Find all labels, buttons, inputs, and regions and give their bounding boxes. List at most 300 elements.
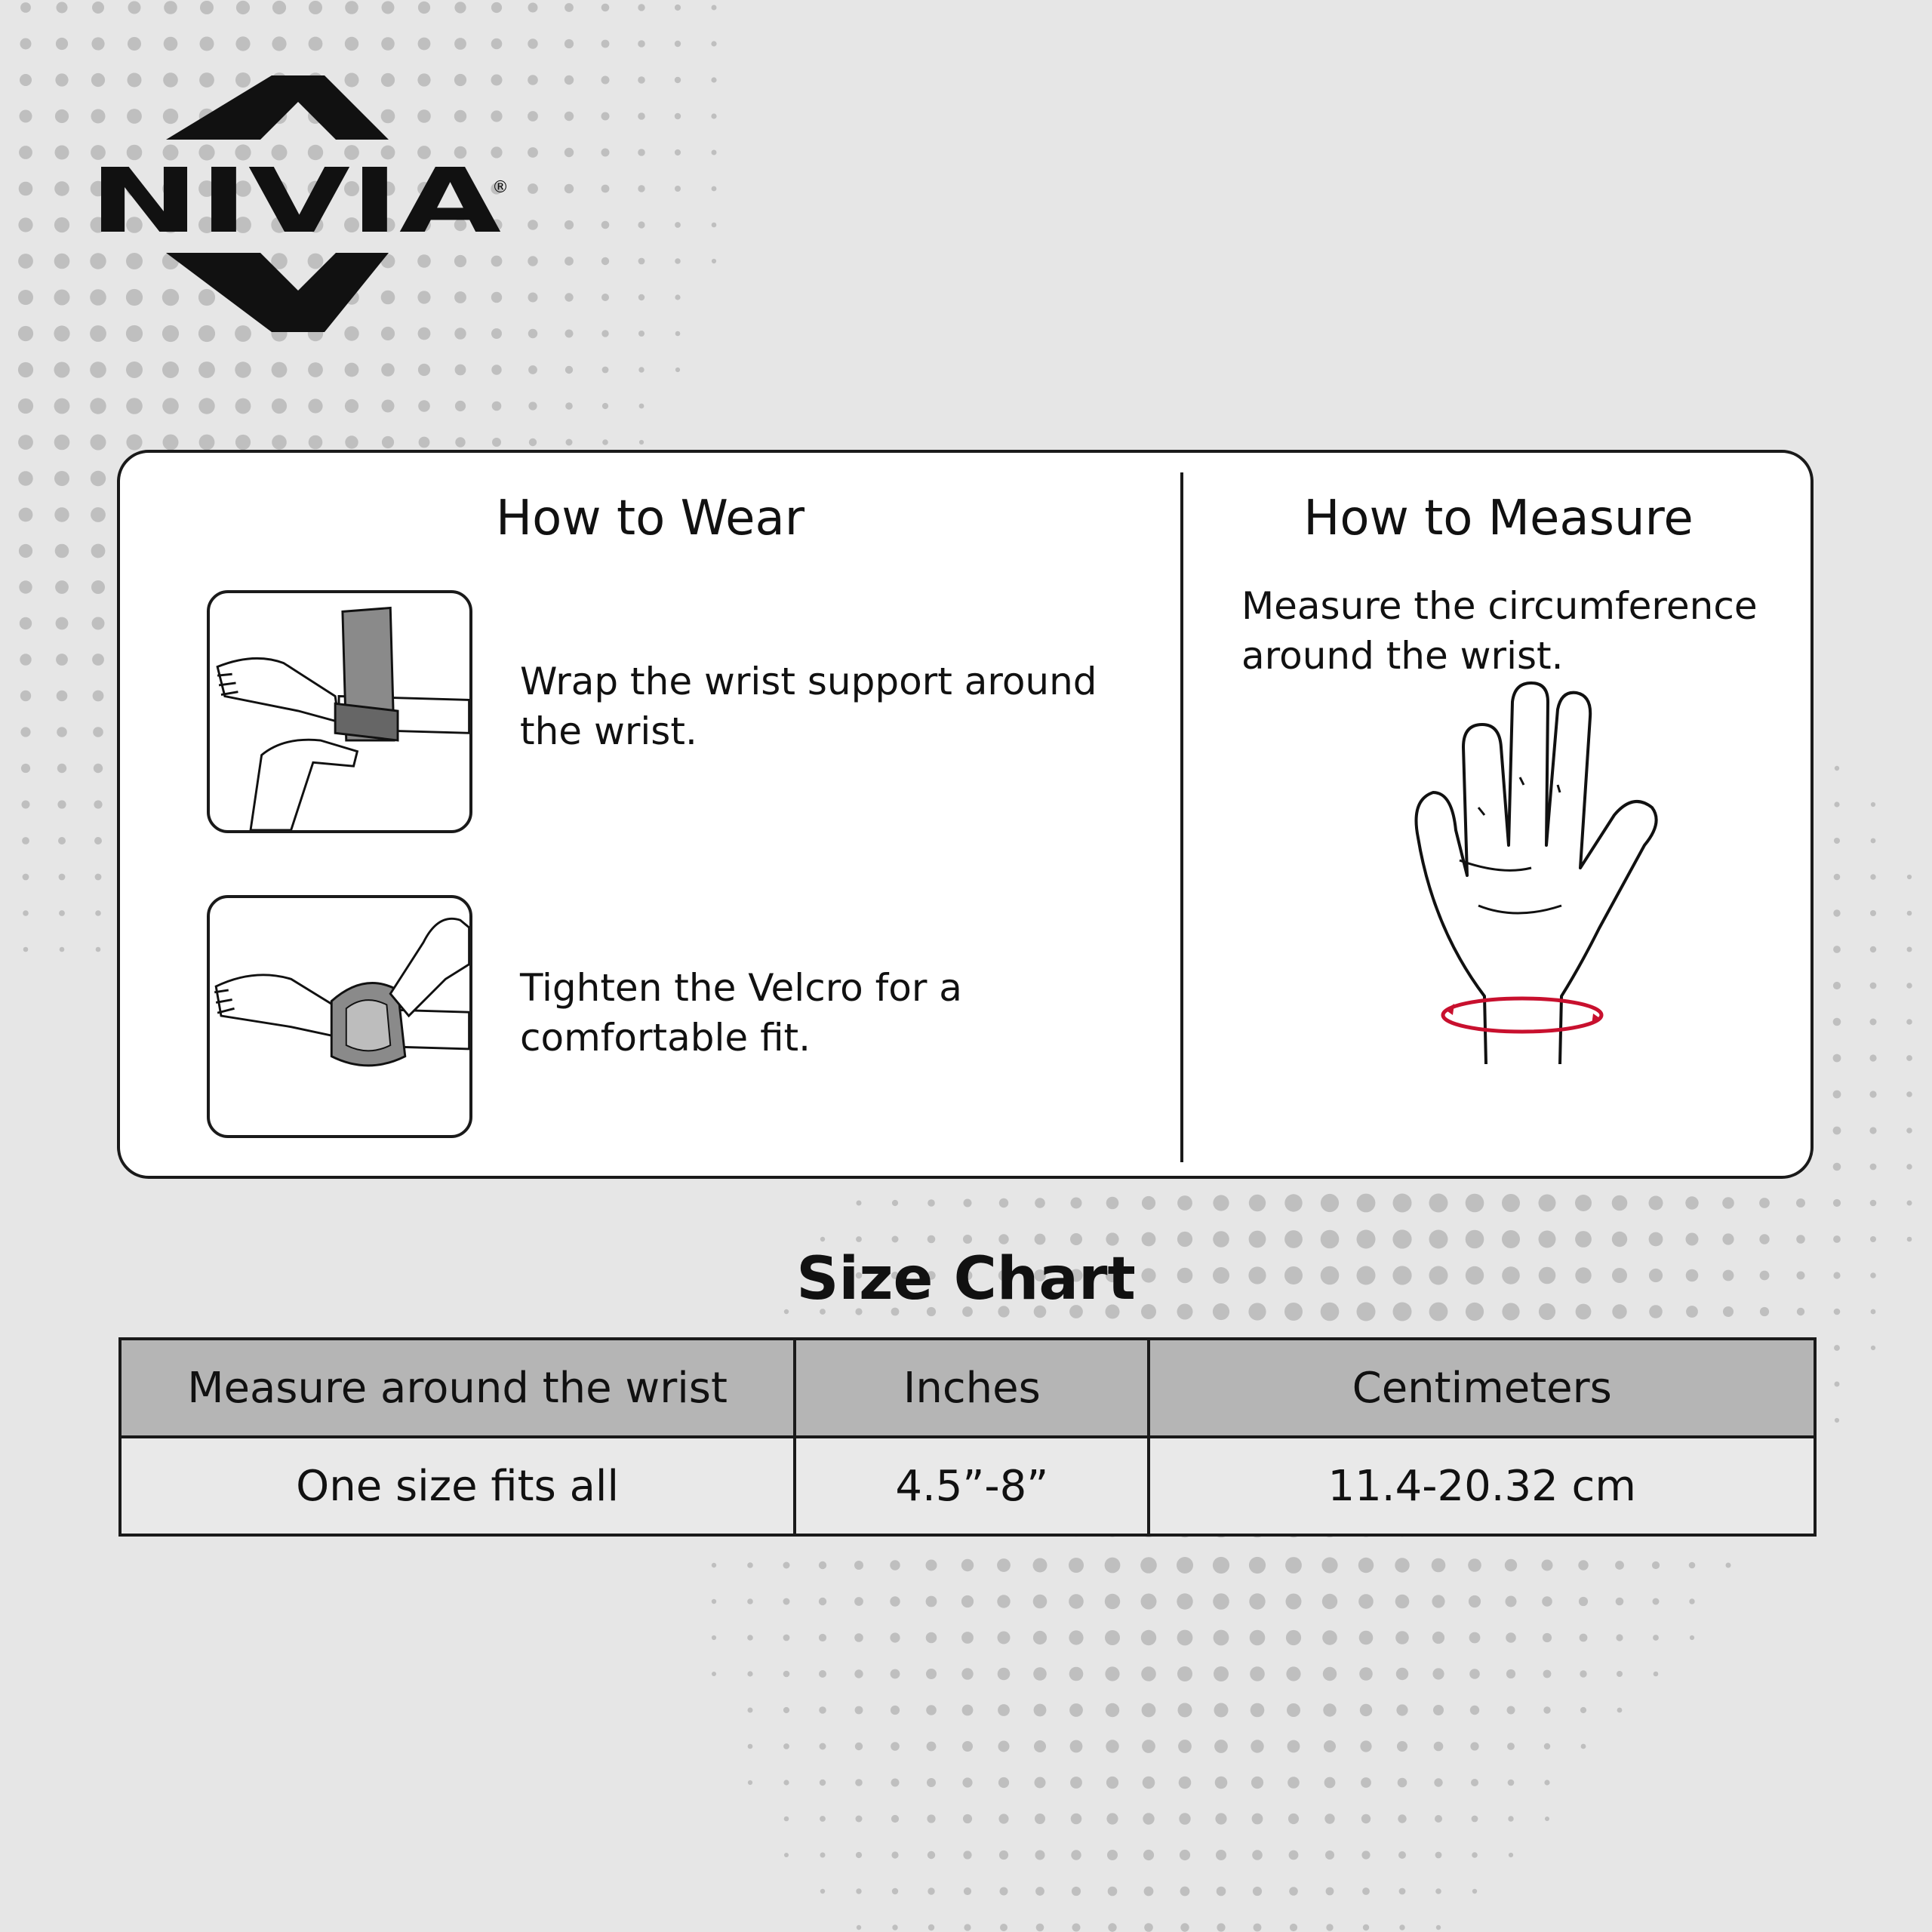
- bg-dot: [1217, 1923, 1225, 1931]
- bg-dot: [1435, 1815, 1442, 1823]
- bg-dot: [1035, 1777, 1046, 1789]
- bg-dot: [998, 1668, 1011, 1681]
- bg-dot: [783, 1562, 790, 1569]
- bg-dot: [711, 77, 716, 82]
- bg-dot: [963, 1850, 971, 1859]
- bg-dot: [1180, 1887, 1190, 1897]
- bg-dot: [1251, 1703, 1265, 1718]
- bg-dot: [20, 727, 30, 737]
- wrap-step-illustration: [207, 590, 472, 833]
- bg-dot: [928, 1199, 935, 1207]
- bg-dot: [18, 471, 32, 485]
- bg-dot: [1906, 1091, 1912, 1097]
- bg-dot: [1393, 1194, 1412, 1213]
- bg-dot: [1432, 1668, 1444, 1679]
- bg-dot: [126, 434, 142, 450]
- header-centimeters: Centimeters: [1149, 1339, 1815, 1437]
- bg-dot: [675, 331, 681, 337]
- bg-dot: [59, 874, 66, 881]
- bg-dot: [1252, 1814, 1263, 1825]
- bg-dot: [601, 257, 609, 265]
- bg-dot: [997, 1558, 1011, 1572]
- bg-dot: [1690, 1635, 1694, 1640]
- bg-dot: [602, 367, 609, 374]
- bg-dot: [23, 947, 29, 952]
- bg-dot: [1436, 1925, 1441, 1930]
- bg-dot: [1107, 1850, 1118, 1860]
- bg-dot: [712, 259, 716, 263]
- bg-dot: [1035, 1198, 1045, 1208]
- bg-dot: [1322, 1594, 1337, 1609]
- size-chart-title: Size Chart: [796, 1245, 1136, 1313]
- bg-dot: [1321, 1557, 1337, 1573]
- bg-dot: [1470, 1706, 1479, 1715]
- bg-dot: [892, 1200, 898, 1206]
- bg-dot: [1580, 1707, 1586, 1713]
- bg-dot: [20, 691, 31, 701]
- bg-dot: [128, 2, 141, 14]
- bg-dot: [60, 947, 65, 952]
- bg-dot: [54, 362, 70, 378]
- bg-dot: [1105, 1594, 1120, 1609]
- how-to-measure-title: How to Measure: [1303, 491, 1694, 546]
- bg-dot: [1035, 1850, 1045, 1860]
- bg-dot: [783, 1598, 790, 1605]
- bg-dot: [20, 110, 32, 123]
- bg-dot: [528, 256, 537, 266]
- bg-dot: [1321, 1194, 1339, 1212]
- bg-dot: [712, 1635, 716, 1640]
- bg-dot: [892, 1888, 898, 1894]
- bg-dot: [1144, 1923, 1153, 1932]
- bg-dot: [638, 258, 645, 265]
- bg-dot: [1326, 1887, 1334, 1896]
- bg-dot: [20, 654, 31, 665]
- bg-dot: [747, 1562, 753, 1568]
- bg-dot: [162, 398, 179, 414]
- bg-dot: [712, 1563, 716, 1567]
- bg-dot: [712, 1672, 716, 1676]
- bg-dot: [1432, 1558, 1446, 1573]
- bg-dot: [491, 38, 503, 50]
- bg-dot: [1870, 1019, 1877, 1026]
- bg-dot: [1177, 1593, 1192, 1609]
- bg-dot: [1616, 1598, 1624, 1606]
- bg-dot: [820, 1237, 825, 1241]
- bg-dot: [856, 1852, 862, 1858]
- bg-dot: [1689, 1598, 1694, 1604]
- bg-dot: [1833, 909, 1840, 916]
- bg-dot: [891, 1851, 898, 1858]
- bg-dot: [529, 438, 537, 446]
- bg-dot: [59, 910, 65, 916]
- bg-dot: [602, 439, 608, 445]
- bg-dot: [712, 223, 717, 228]
- bg-dot: [57, 691, 68, 702]
- bg-dot: [528, 183, 538, 194]
- bg-dot: [601, 330, 608, 337]
- bg-dot: [639, 440, 644, 445]
- bg-dot: [1287, 1777, 1300, 1789]
- bg-dot: [1433, 1705, 1444, 1715]
- bg-dot: [528, 111, 538, 122]
- bg-dot: [1615, 1561, 1624, 1570]
- bg-dot: [638, 331, 645, 337]
- bg-dot: [1284, 1194, 1302, 1211]
- bg-dot: [491, 2, 502, 13]
- bg-dot: [854, 1669, 863, 1678]
- bg-dot: [639, 404, 645, 409]
- bg-dot: [601, 149, 610, 157]
- bg-dot: [1612, 1195, 1628, 1211]
- tighten-step-illustration: [207, 895, 472, 1138]
- bg-dot: [1508, 1816, 1513, 1821]
- bg-dot: [1177, 1630, 1193, 1646]
- bg-dot: [18, 362, 33, 377]
- bg-dot: [1285, 1557, 1302, 1574]
- bg-dot: [1395, 1631, 1409, 1644]
- bg-dot: [890, 1596, 900, 1606]
- bg-dot: [602, 403, 608, 409]
- tighten-step-text: Tighten the Velcro for a comfortable fit.: [520, 966, 962, 1060]
- bg-dot: [1833, 1163, 1841, 1171]
- bg-dot: [962, 1741, 973, 1752]
- bg-dot: [1907, 911, 1912, 916]
- bg-dot: [712, 150, 717, 155]
- bg-dot: [1069, 1667, 1084, 1681]
- bg-dot: [272, 362, 288, 378]
- bg-dot: [18, 217, 32, 232]
- bg-dot: [200, 1, 214, 14]
- bg-dot: [235, 361, 251, 377]
- bg-dot: [1469, 1595, 1481, 1607]
- bg-dot: [528, 329, 537, 338]
- bg-dot: [1288, 1814, 1299, 1824]
- bg-dot: [638, 76, 645, 84]
- bg-dot: [19, 580, 32, 593]
- bg-dot: [712, 1599, 716, 1604]
- bg-dot: [1289, 1850, 1299, 1860]
- bg-dot: [20, 74, 32, 86]
- bg-dot: [1833, 1091, 1841, 1099]
- bg-dot: [926, 1705, 937, 1715]
- bg-dot: [236, 1, 250, 14]
- bg-dot: [964, 1887, 971, 1895]
- bg-dot: [784, 1853, 789, 1857]
- bg-dot: [711, 41, 716, 46]
- bg-dot: [1689, 1562, 1696, 1569]
- bg-dot: [90, 361, 106, 378]
- bg-dot: [1070, 1777, 1082, 1789]
- bg-dot: [18, 326, 33, 341]
- bg-dot: [1395, 1558, 1409, 1572]
- bg-dot: [1434, 1778, 1442, 1786]
- bg-dot: [55, 146, 69, 160]
- bg-dot: [857, 1201, 862, 1206]
- bg-dot: [1435, 1888, 1441, 1894]
- bg-dot: [1870, 983, 1877, 989]
- bg-dot: [638, 367, 644, 372]
- bg-dot: [1105, 1558, 1121, 1574]
- bg-dot: [1106, 1813, 1118, 1824]
- bg-dot: [927, 1814, 935, 1823]
- bg-dot: [1834, 874, 1841, 881]
- bg-dot: [855, 1743, 863, 1750]
- bg-dot: [1542, 1596, 1552, 1607]
- bg-dot: [1505, 1559, 1517, 1571]
- bg-dot: [528, 365, 537, 374]
- bg-dot: [235, 36, 250, 51]
- bg-dot: [164, 37, 178, 51]
- bg-dot: [961, 1668, 973, 1679]
- bg-dot: [998, 1632, 1011, 1644]
- bg-dot: [19, 182, 33, 196]
- bg-dot: [1142, 1703, 1156, 1718]
- bg-dot: [1543, 1633, 1552, 1642]
- bg-dot: [93, 727, 103, 737]
- bg-dot: [1035, 1814, 1045, 1824]
- bg-dot: [1105, 1666, 1119, 1681]
- bg-dot: [418, 400, 430, 412]
- bg-dot: [382, 400, 395, 413]
- bg-dot: [1543, 1670, 1552, 1678]
- bg-dot: [1617, 1671, 1623, 1677]
- bg-dot: [712, 5, 717, 11]
- bg-dot: [54, 181, 69, 196]
- bg-dot: [198, 361, 215, 378]
- bg-dot: [1250, 1630, 1266, 1646]
- bg-dot: [418, 38, 431, 51]
- bg-dot: [999, 1850, 1008, 1860]
- bg-dot: [1106, 1197, 1119, 1210]
- bg-dot: [54, 398, 70, 414]
- bg-dot: [1833, 982, 1841, 989]
- bg-dot: [1358, 1558, 1374, 1573]
- bg-dot: [1177, 1557, 1193, 1574]
- bg-dot: [1035, 1234, 1046, 1245]
- bg-dot: [1870, 910, 1876, 916]
- bg-dot: [22, 837, 29, 844]
- bg-dot: [91, 471, 106, 486]
- bg-dot: [1324, 1777, 1336, 1789]
- bg-dot: [1472, 1852, 1478, 1858]
- bg-dot: [1575, 1195, 1592, 1211]
- bg-dot: [783, 1780, 789, 1785]
- logo-wordmark: NIVIA: [89, 149, 501, 253]
- hand-measure-icon: [1388, 679, 1705, 1072]
- bg-dot: [308, 362, 323, 377]
- bg-dot: [1036, 1924, 1044, 1932]
- bg-dot: [891, 1742, 900, 1751]
- bg-dot: [1833, 1127, 1841, 1135]
- nivia-logo: [83, 72, 513, 343]
- bg-dot: [1835, 1382, 1840, 1387]
- bg-dot: [1722, 1197, 1734, 1209]
- bg-dot: [964, 1199, 972, 1208]
- bg-dot: [1907, 1201, 1912, 1206]
- bg-dot: [1399, 1888, 1406, 1895]
- bg-dot: [272, 398, 287, 414]
- bg-dot: [55, 73, 68, 86]
- bg-dot: [1870, 1164, 1877, 1171]
- bg-dot: [1359, 1667, 1373, 1681]
- bg-dot: [23, 910, 29, 916]
- bg-dot: [455, 365, 466, 376]
- bg-dot: [1396, 1704, 1407, 1715]
- bg-dot: [1580, 1634, 1588, 1642]
- bg-dot: [1214, 1666, 1229, 1681]
- bg-dot: [1360, 1704, 1372, 1716]
- bg-dot: [1398, 1778, 1407, 1788]
- bg-dot: [200, 37, 214, 51]
- bg-dot: [1216, 1850, 1226, 1860]
- bg-dot: [22, 801, 30, 809]
- bg-dot: [1322, 1630, 1337, 1645]
- bg-dot: [1250, 1666, 1265, 1681]
- bg-dot: [819, 1634, 826, 1641]
- bg-dot: [94, 837, 102, 844]
- wrap-wrist-icon: [210, 593, 469, 830]
- bg-dot: [1833, 1199, 1841, 1207]
- bg-dot: [891, 1669, 900, 1679]
- bg-dot: [1033, 1595, 1048, 1609]
- bg-dot: [1870, 1200, 1877, 1207]
- bg-dot: [54, 290, 70, 306]
- bg-dot: [1434, 1742, 1444, 1752]
- bg-dot: [1249, 1593, 1265, 1609]
- bg-dot: [1833, 1054, 1841, 1063]
- bg-dot: [1509, 1853, 1513, 1857]
- bg-dot: [998, 1704, 1010, 1716]
- bg-dot: [528, 3, 538, 13]
- bg-dot: [23, 874, 29, 881]
- bg-dot: [1141, 1630, 1156, 1645]
- bg-dot: [998, 1814, 1008, 1823]
- bg-dot: [783, 1707, 789, 1713]
- bg-dot: [1214, 1630, 1229, 1646]
- table-row: [120, 1437, 1815, 1535]
- bg-dot: [1215, 1813, 1226, 1824]
- bg-dot: [1105, 1630, 1120, 1645]
- bg-dot: [1252, 1850, 1263, 1860]
- bg-dot: [418, 2, 430, 14]
- bg-dot: [1108, 1923, 1116, 1931]
- bg-dot: [309, 1, 322, 14]
- bg-dot: [963, 1814, 972, 1823]
- bg-dot: [675, 294, 680, 300]
- bg-dot: [890, 1560, 900, 1570]
- bg-dot: [1286, 1594, 1302, 1610]
- bg-dot: [272, 435, 287, 450]
- bg-dot: [1653, 1635, 1659, 1641]
- bg-dot: [927, 1742, 937, 1752]
- bg-dot: [675, 368, 680, 372]
- bg-dot: [566, 439, 573, 446]
- bg-dot: [1506, 1669, 1515, 1678]
- bg-dot: [18, 398, 33, 414]
- bg-dot: [1833, 946, 1841, 953]
- bg-dot: [418, 364, 430, 376]
- bg-dot: [675, 77, 681, 83]
- bg-dot: [18, 290, 33, 305]
- bg-dot: [1649, 1196, 1663, 1211]
- bg-dot: [675, 222, 681, 228]
- bg-dot: [926, 1669, 937, 1679]
- bg-dot: [1071, 1814, 1082, 1825]
- bg-dot: [528, 293, 538, 303]
- bg-dot: [1180, 1850, 1190, 1860]
- bg-dot: [454, 2, 466, 13]
- bg-dot: [1869, 1127, 1876, 1134]
- bg-dot: [855, 1706, 863, 1715]
- bg-dot: [1178, 1703, 1192, 1718]
- bg-dot: [601, 76, 610, 85]
- bg-dot: [528, 38, 537, 48]
- bg-dot: [892, 1236, 899, 1243]
- bg-dot: [1179, 1777, 1192, 1789]
- bg-dot: [1796, 1235, 1805, 1244]
- bg-dot: [94, 800, 102, 808]
- bg-dot: [20, 2, 31, 13]
- bg-dot: [91, 507, 106, 522]
- bg-dot: [455, 437, 465, 447]
- bg-dot: [1869, 1091, 1876, 1097]
- bg-dot: [1469, 1632, 1481, 1644]
- bg-dot: [1289, 1887, 1298, 1896]
- bg-dot: [856, 1236, 862, 1242]
- bg-dot: [1359, 1631, 1374, 1645]
- bg-dot: [528, 220, 538, 230]
- bg-dot: [54, 254, 70, 269]
- header-inches: Inches: [795, 1339, 1149, 1437]
- bg-dot: [1363, 1924, 1369, 1930]
- bg-dot: [1759, 1198, 1770, 1208]
- bg-dot: [1213, 1557, 1229, 1574]
- bg-dot: [1287, 1703, 1300, 1717]
- tighten-velcro-icon: [210, 898, 469, 1135]
- bg-dot: [528, 401, 537, 410]
- bg-dot: [565, 3, 574, 12]
- bg-dot: [962, 1705, 974, 1716]
- bg-dot: [926, 1596, 937, 1607]
- bg-dot: [1034, 1740, 1046, 1752]
- bg-dot: [1472, 1889, 1477, 1894]
- bg-dot: [601, 221, 610, 229]
- bg-dot: [638, 185, 645, 192]
- bg-dot: [1108, 1887, 1118, 1897]
- bg-dot: [1143, 1850, 1154, 1860]
- bg-dot: [1906, 1019, 1912, 1025]
- bg-dot: [998, 1234, 1008, 1244]
- bg-dot: [856, 1816, 863, 1823]
- bg-dot: [1106, 1703, 1119, 1717]
- bg-dot: [20, 38, 32, 50]
- bg-dot: [1726, 1563, 1731, 1568]
- bg-dot: [675, 186, 681, 192]
- bg-dot: [891, 1779, 900, 1787]
- bg-dot: [1140, 1557, 1157, 1574]
- bg-dot: [345, 435, 358, 448]
- bg-dot: [565, 257, 574, 266]
- bg-dot: [926, 1632, 937, 1644]
- bg-dot: [528, 75, 538, 85]
- bg-dot: [1180, 1923, 1189, 1931]
- bg-dot: [1578, 1560, 1588, 1570]
- bg-dot: [854, 1597, 863, 1606]
- bg-dot: [1142, 1740, 1155, 1753]
- bg-dot: [1034, 1704, 1047, 1717]
- bg-dot: [1395, 1595, 1410, 1609]
